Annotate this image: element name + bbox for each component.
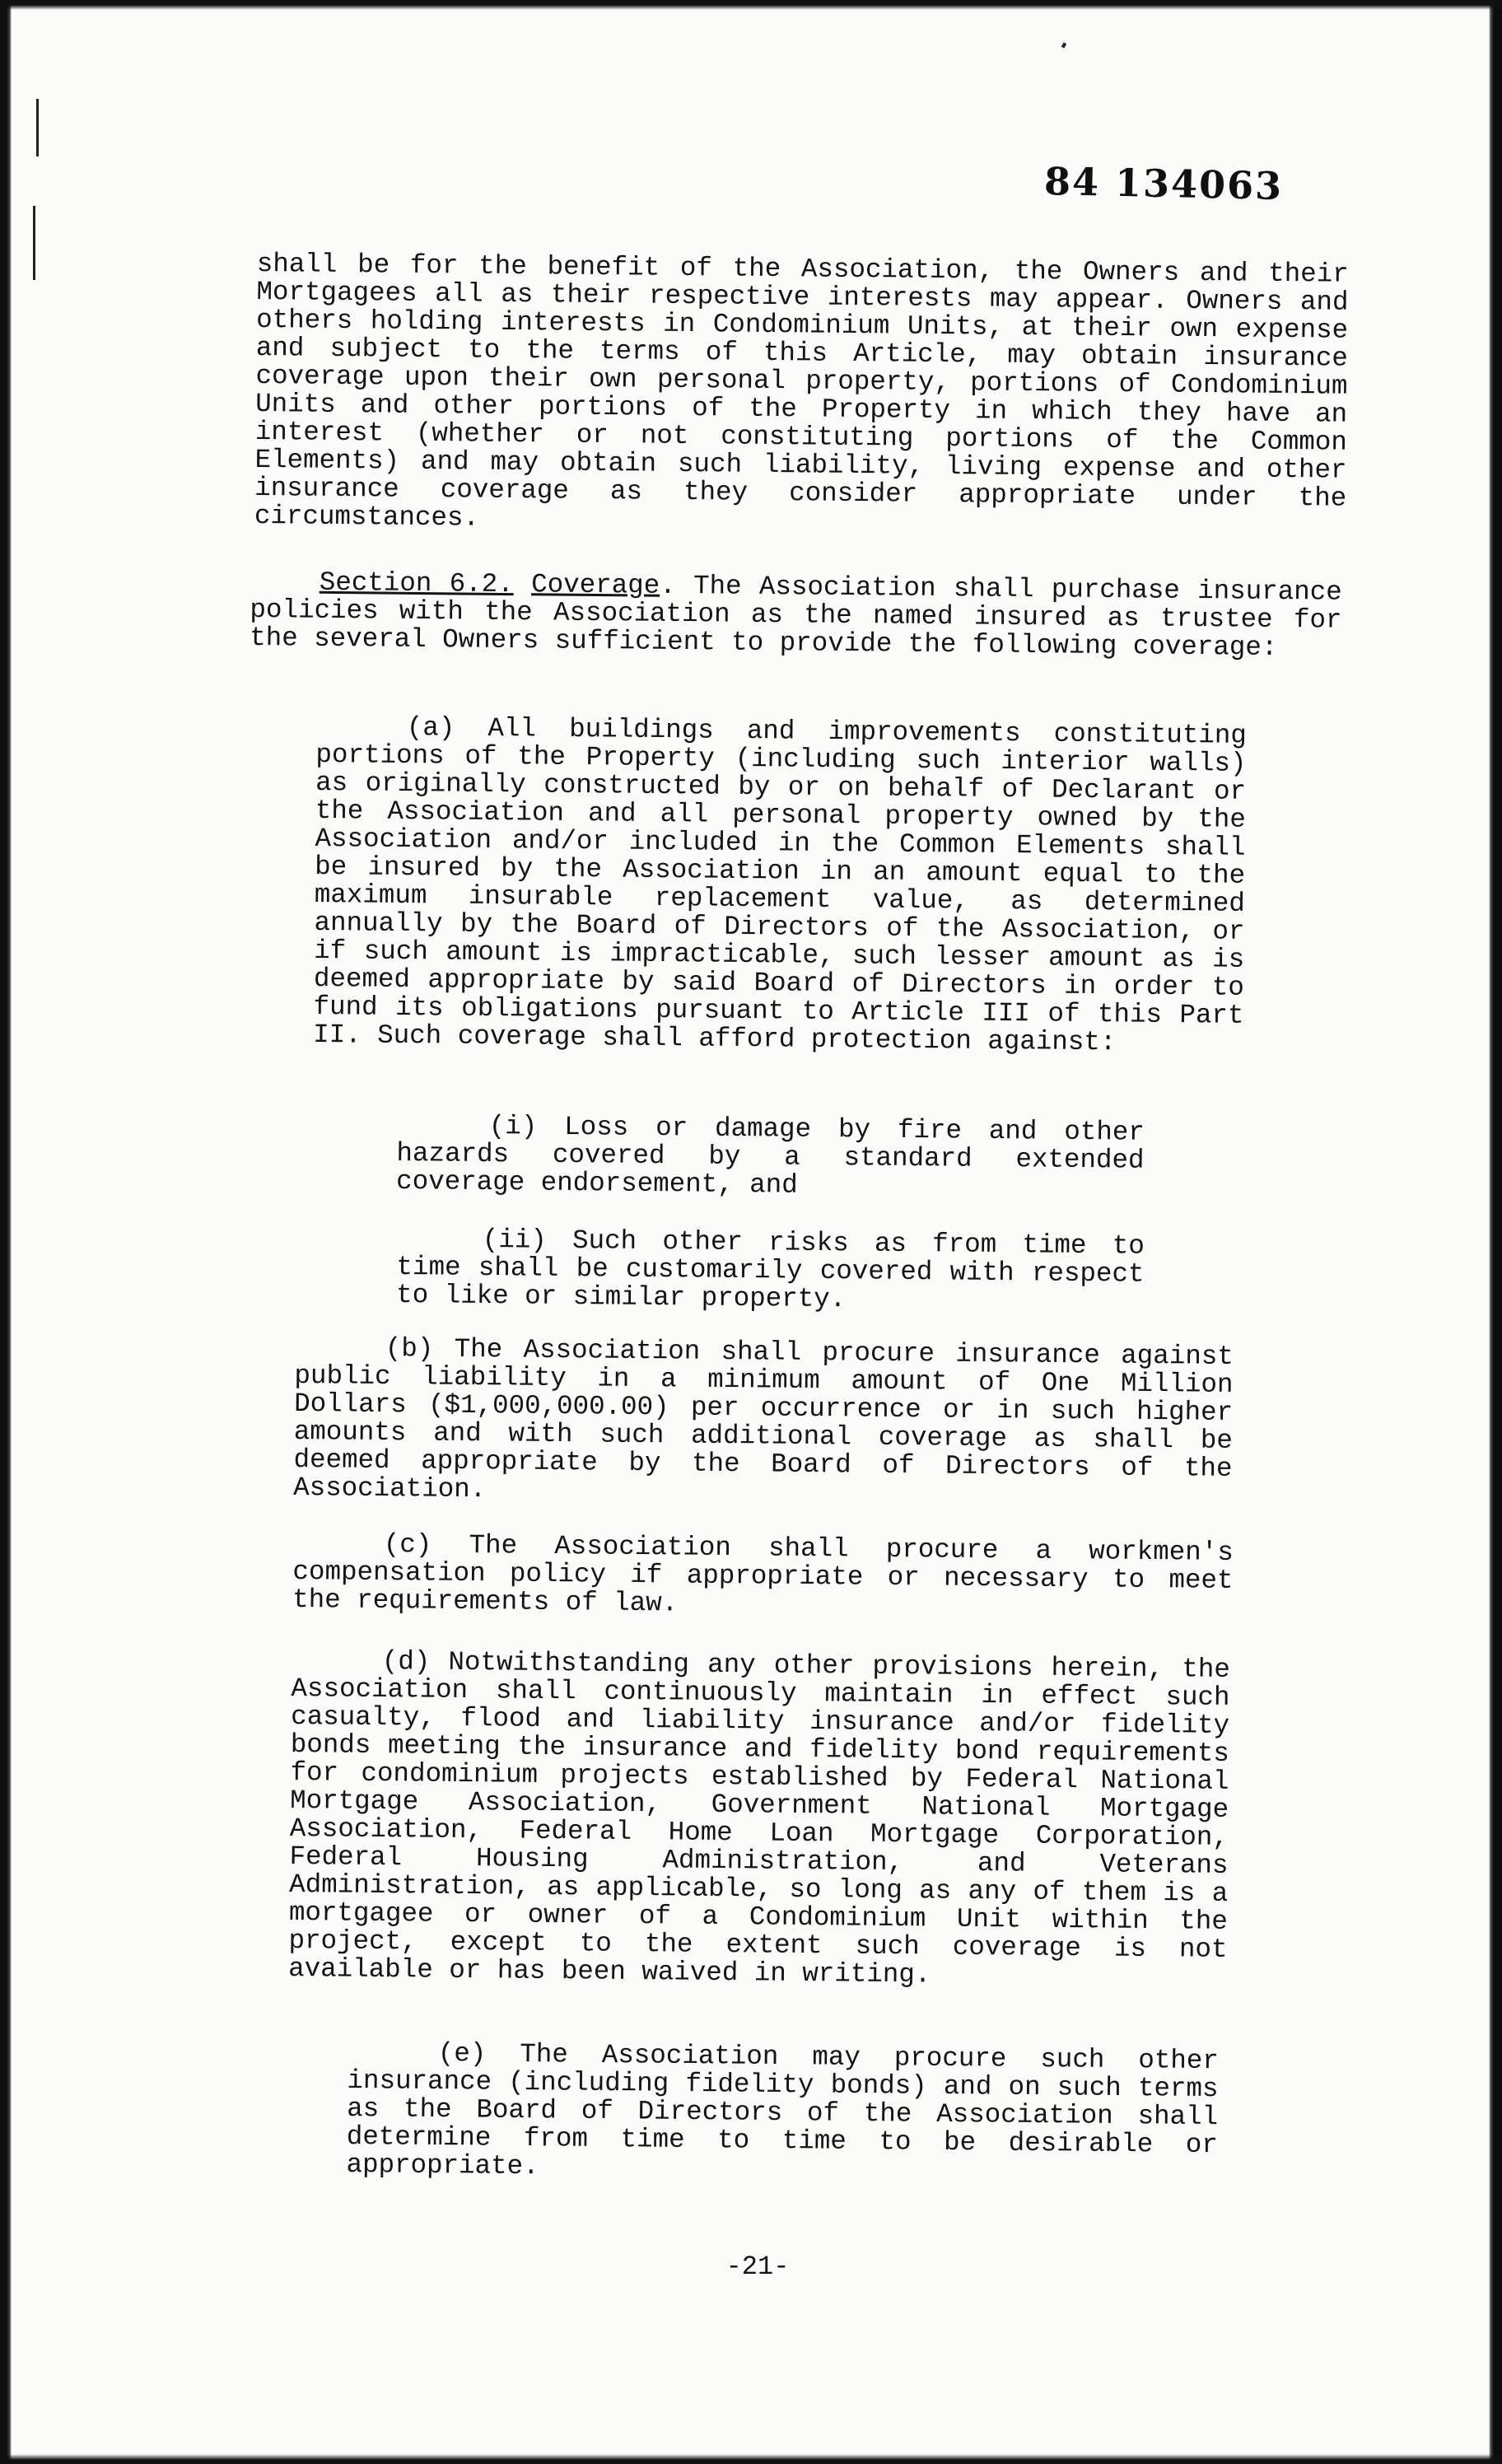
intro-paragraph (254, 250, 1349, 541)
scan-mark (33, 206, 35, 280)
subsection-c (292, 1530, 1234, 1623)
section-6-2 (250, 568, 1342, 663)
item-ii (396, 1225, 1145, 1317)
section-heading: Coverage (530, 569, 660, 601)
page-number: -21- (725, 2252, 790, 2282)
scan-edge-bottom (0, 2454, 1502, 2464)
scan-mark (1061, 42, 1066, 48)
subsection-a-text: (a) All buildings and improvements constituting portions of the Property (including such interior walls) as originally constructed by or on behalf of Declarant or the Association and all personal property owned by the Association and/or included in the Common Elements shall be insured by the Association in an amount equal to the maximum insurable replacement value, as determined annually by the Board of Directors of the Association, or if such amount is impracticable, such lesser amount as is deemed appropriate by said Board of Directors in order to fund its obligations pursuant to Article III of this Part II. Such coverage shall afford protection against: (313, 712, 1247, 1058)
subsection-b-text: (b) The Association shall procure insurance against public liability in a minimum amount of One Million Dollars ($1,000,000.00) per occurrence or in such higher amounts and with such additional coverage as shall be deemed appropriate by the Board of Directors of the Association. (293, 1333, 1234, 1505)
item-i (396, 1112, 1145, 1203)
subsection-b (293, 1334, 1234, 1511)
subsection-c-text: (c) The Association shall procure a workmen's compensation policy if appropriate or necessary to meet the requirements of law. (292, 1529, 1234, 1619)
section-text: . The Association shall purchase insurance policies with the Association as the named insured as trustee for the several Owners sufficient to provide the following coverage: (250, 570, 1342, 663)
item-ii-text: (ii) Such other risks as from time to time shall be customarily covered with respect to like or similar property. (396, 1224, 1145, 1315)
scan-edge-right (1489, 0, 1502, 2464)
subsection-e (346, 2039, 1219, 2187)
scan-edge-top (0, 0, 1502, 10)
section-number: Section 6.2. (319, 567, 514, 600)
scan-edge-left (0, 0, 12, 2464)
subsection-a (313, 713, 1247, 1058)
intro-paragraph-text: shall be for the benefit of the Association, the Owners and their Mortgagees all as their respective interests may appear. Owners and others holding interests in Condominium Units, at their own expense and subject to the terms of this Article, may obtain insurance coverage upon their own personal property, portions of Condominium Units and other portions of the Property in which they have an interest (whether or not constituting portions of the Common Elements) and may obtain such liability, living expense and other insurance coverage as they consider appropriate under the circumstances. (254, 249, 1349, 534)
subsection-d-text: (d) Notwithstanding any other provisions herein, the Association shall continuously maintain in effect such casualty, flood and liability insurance and/or fidelity bonds meeting the insurance and fidelity bond requirements for condominium projects established by Federal National Mortgage Association, Government National Mortgage Association, Federal Home Loan Mortgage Corporation, Federal Housing Administration, and Veterans Administration, as applicable, so long as any of them is a mortgagee or owner of a Condominium Unit within the project, except to the extent such coverage is not available or has been waived in writing. (288, 1646, 1230, 1990)
document-number: 84 134063 (1043, 158, 1284, 209)
subsection-d (288, 1647, 1230, 1992)
subsection-e-text: (e) The Association may procure such other insurance (including fidelity bonds) and on such terms as the Board of Directors of the Association shall determine from time to time to be desirable or appropriate. (346, 2038, 1219, 2182)
scan-mark (36, 99, 39, 156)
item-i-text: (i) Loss or damage by fire and other hazards covered by a standard extended coverage endorsement, and (396, 1111, 1145, 1201)
